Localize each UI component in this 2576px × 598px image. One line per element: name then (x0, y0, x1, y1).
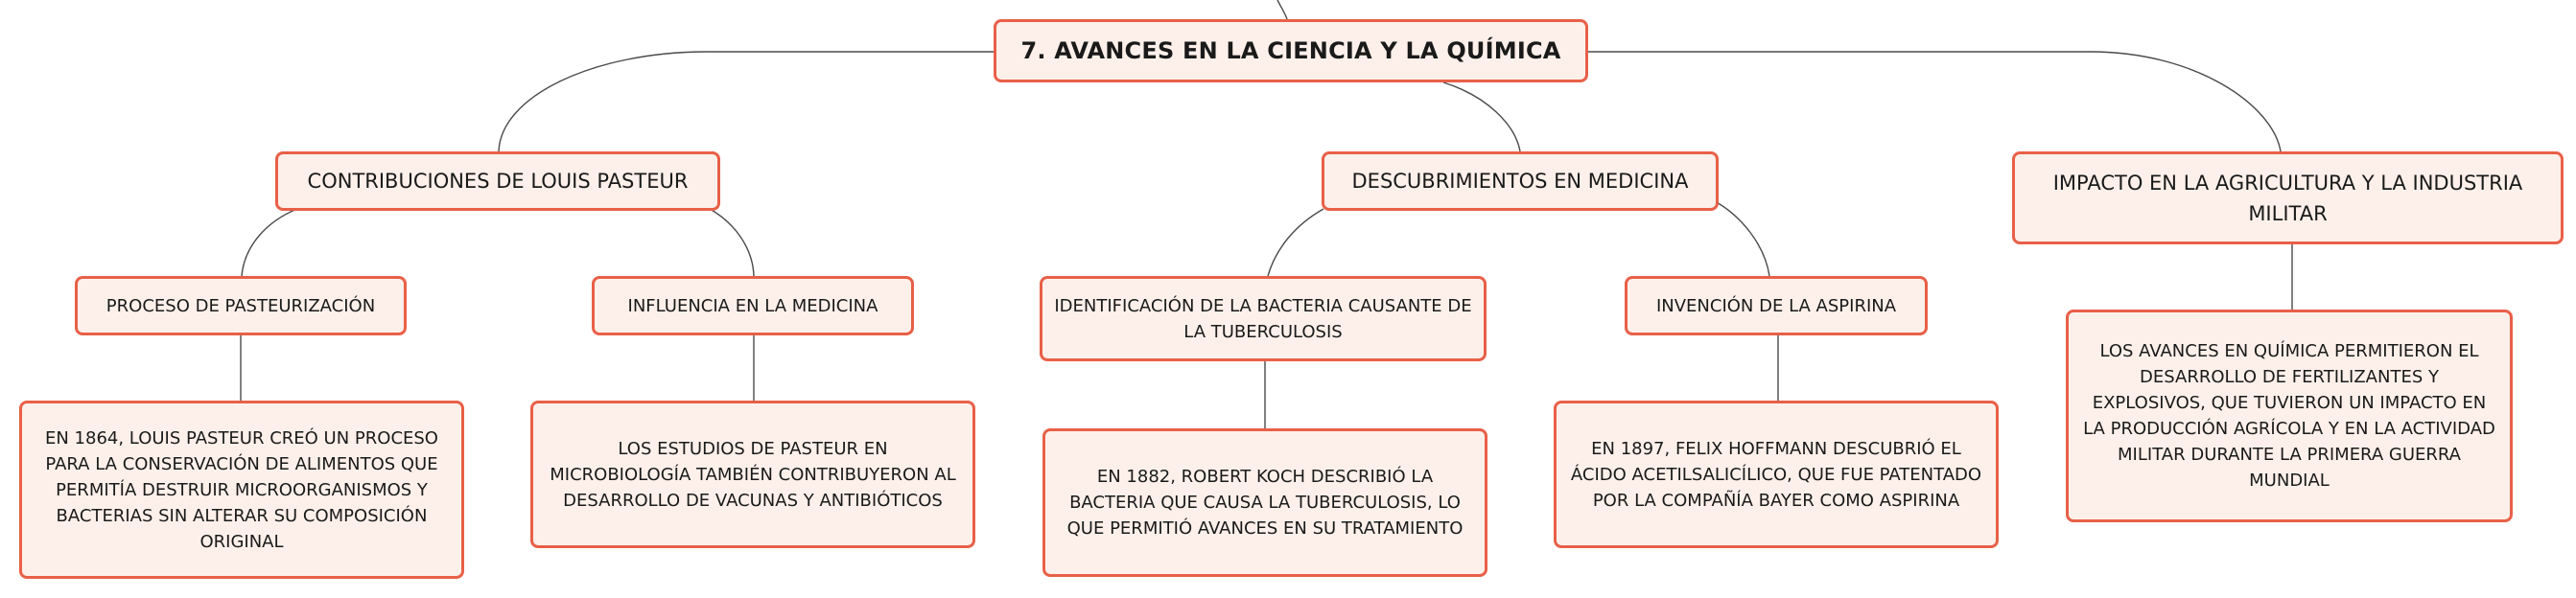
connector-pasteur-to-pasteurizacion (242, 209, 297, 276)
branch-medicina[interactable] (1322, 151, 1719, 211)
node-tuberculosis[interactable] (1040, 276, 1487, 361)
detail-pasteurizacion[interactable] (19, 401, 464, 579)
node-tuberculosis-label: IDENTIFICACIÓN DE LA BACTERIA CAUSANTE DE LA TUBERCULOSIS (1054, 295, 1472, 342)
connector-root-to-medicina (1443, 82, 1520, 151)
connector-root-to-pasteur (499, 52, 994, 153)
branch-pasteur-label: CONTRIBUCIONES DE LOUIS PASTEUR (307, 170, 689, 193)
node-aspirina-label: INVENCIÓN DE LA ASPIRINA (1655, 295, 1897, 316)
detail-aspirina-text: EN 1897, FELIX HOFFMANN DESCUBRIÓ EL ÁCIDO ACETILSALICÍLICO, QUE FUE PATENTADO POR LA COMPAÑÍA BAYER COMO ASPIRINA (1570, 438, 1982, 511)
branch-pasteur[interactable] (275, 151, 720, 211)
connector-medicina-to-aspirina (1715, 201, 1769, 276)
node-aspirina[interactable] (1625, 276, 1928, 335)
branch-medicina-label: DESCUBRIMIENTOS EN MEDICINA (1351, 170, 1689, 193)
node-influencia-label: INFLUENCIA EN LA MEDICINA (627, 295, 878, 316)
connector-root-to-impacto (1586, 52, 2281, 151)
root-node[interactable] (994, 19, 1588, 82)
root-label: 7. AVANCES EN LA CIENCIA Y LA QUÍMICA (1020, 37, 1561, 64)
detail-tuberculosis[interactable] (1042, 428, 1487, 577)
detail-aspirina[interactable] (1554, 401, 1999, 548)
detail-pasteurizacion-text: EN 1864, LOUIS PASTEUR CREÓ UN PROCESO PARA LA CONSERVACIÓN DE ALIMENTOS QUE PERMITÍA DESTRUIR MICROORGANISMOS Y BACTERIAS SIN ALTERAR SU COMPOSICIÓN ORIGINAL (45, 427, 438, 552)
detail-impacto-text: LOS AVANCES EN QUÍMICA PERMITIERON EL DESARROLLO DE FERTILIZANTES Y EXPLOSIVOS, QUE TUVIERON UN IMPACTO EN LA PRODUCCIÓN AGRÍCOLA Y EN LA ACTIVIDAD MILITAR DURANTE LA PRIMERA GUERRA MUNDIAL (2083, 341, 2495, 491)
node-pasteurizacion[interactable] (75, 276, 407, 335)
connector-parent-to-root (1277, 0, 1287, 19)
connector-pasteur-to-influencia (710, 209, 754, 276)
detail-impacto[interactable] (2066, 310, 2513, 522)
branch-impacto-label: IMPACTO EN LA AGRICULTURA Y LA INDUSTRIA MILITAR (2052, 171, 2523, 225)
detail-influencia-text: LOS ESTUDIOS DE PASTEUR EN MICROBIOLOGÍA TAMBIÉN CONTRIBUYERON AL DESARROLLO DE VACUNAS Y ANTIBIÓTICOS (550, 438, 956, 511)
branch-impacto[interactable] (2012, 151, 2564, 244)
detail-tuberculosis-text: EN 1882, ROBERT KOCH DESCRIBIÓ LA BACTERIA QUE CAUSA LA TUBERCULOSIS, LO QUE PERMITIÓ AVANCES EN SU TRATAMIENTO (1066, 467, 1464, 539)
node-influencia[interactable] (592, 276, 914, 335)
node-pasteurizacion-label: PROCESO DE PASTEURIZACIÓN (105, 295, 376, 316)
detail-influencia[interactable] (530, 401, 975, 548)
connector-medicina-to-tuberculosis (1268, 209, 1323, 276)
